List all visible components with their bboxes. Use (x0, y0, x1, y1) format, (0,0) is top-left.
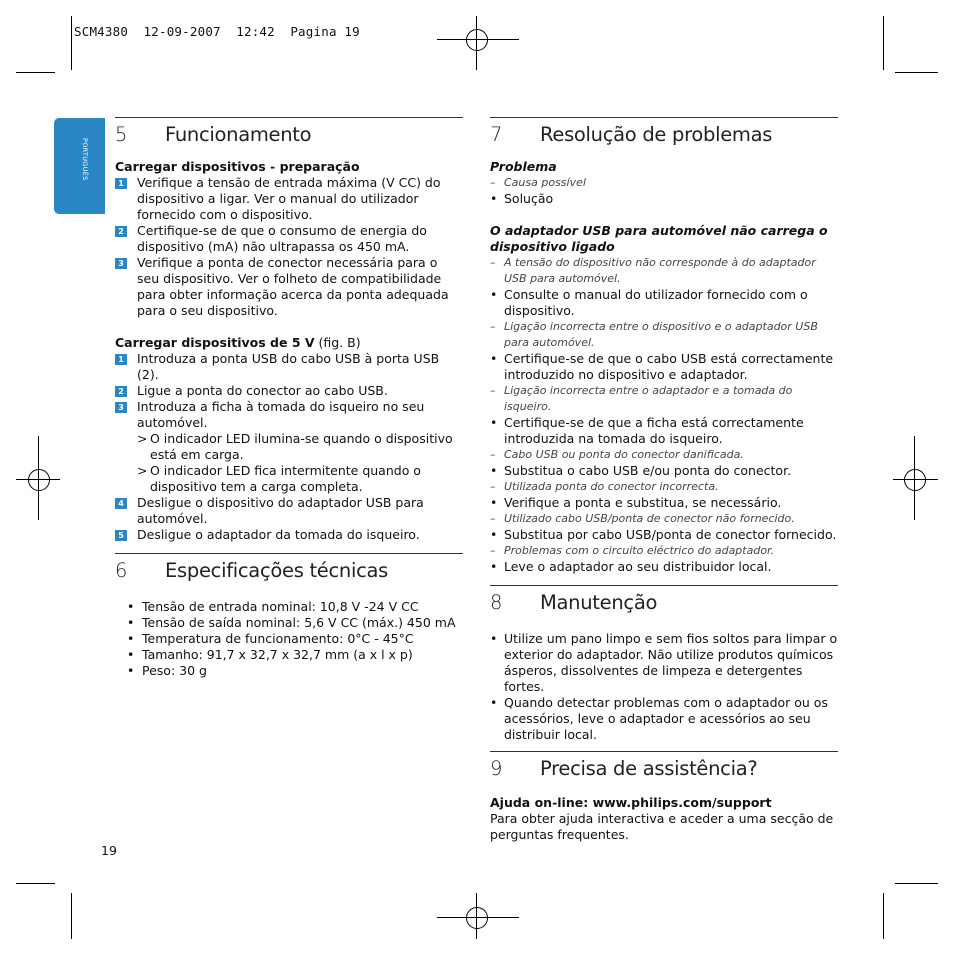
spec-text: Peso: 30 g (142, 663, 207, 678)
possible-cause: – A tensão do dispositivo não corresponde à do adaptador USB para automóvel. (490, 256, 816, 285)
spec-item: • Tensão de entrada nominal: 10,8 V -24 V CC (127, 599, 419, 614)
page-number: 19 (101, 843, 117, 858)
section-5 (115, 117, 463, 543)
solution: • Verifique a ponta e substitua, se necessário. (490, 495, 782, 510)
spec-item: • Tensão de saída nominal: 5,6 V CC (máx.) 450 mA (127, 615, 456, 630)
led-note: > O indicador LED ilumina-se quando o dispositivo está em carga. (137, 431, 453, 462)
section-title: Resolução de problemas (540, 123, 773, 146)
list-item (115, 223, 463, 255)
solution: • Substitua o cabo USB e/ou ponta do conector. (490, 463, 792, 478)
section-9 (490, 751, 838, 843)
solution-text: Certifique-se de que a ficha está correctamente introduzida na tomada do isqueiro. (504, 415, 804, 446)
section-rule (490, 585, 838, 586)
section-rule (490, 117, 838, 118)
step-number: 5 (115, 530, 127, 541)
spec-item: • Peso: 30 g (127, 663, 207, 678)
subheading-preparation: Carregar dispositivos - preparação (115, 159, 360, 174)
legend-solution-text: Solução (504, 191, 554, 206)
note-text: O indicador LED fica intermitente quando o dispositivo tem a carga completa. (150, 463, 421, 494)
step-text: Ligue a ponta do conector ao cabo USB. (137, 383, 388, 398)
section-number: 7 (490, 123, 503, 146)
step-text: Certifique-se de que o consumo de energia do dispositivo (mA) não ultrapassa os 450 mA. (137, 223, 427, 254)
possible-cause: – Ligação incorrecta entre o adaptador e a tomada do isqueiro. (490, 384, 793, 413)
legend-solution: • Solução (490, 191, 554, 206)
section-number: 6 (115, 559, 128, 582)
step-number: 2 (115, 386, 127, 397)
cause-text: Utilizado cabo USB/ponta de conector não fornecido. (504, 512, 795, 525)
section-heading (490, 591, 838, 617)
maintenance-list (490, 631, 838, 743)
maintenance-item: • Quando detectar problemas com o adaptador ou os acessórios, leve o adaptador e acessórios ao seu distribuir local. (490, 695, 828, 742)
solution: • Certifique-se de que o cabo USB está correctamente introduzido no dispositivo e adaptador. (490, 351, 834, 382)
solution-text: Substitua o cabo USB e/ou ponta do conector. (504, 463, 792, 478)
section-rule (115, 553, 463, 554)
section-title: Especificações técnicas (165, 559, 389, 582)
list-item (115, 495, 463, 527)
solution: • Leve o adaptador ao seu distribuidor local. (490, 559, 772, 574)
spec-text: Temperatura de funcionamento: 0°C - 45°C (142, 631, 414, 646)
cause-text: Cabo USB ou ponta do conector danificada. (504, 448, 744, 461)
possible-cause: – Cabo USB ou ponta do conector danificada. (490, 448, 744, 461)
note-text: O indicador LED ilumina-se quando o dispositivo está em carga. (150, 431, 453, 462)
step-text: Introduza a ponta USB do cabo USB à porta USB (2). (137, 351, 440, 382)
section-7 (490, 117, 838, 575)
section-title: Precisa de assistência? (540, 757, 758, 780)
online-help-heading: Ajuda on-line: www.philips.com/support (490, 795, 772, 810)
numbered-list-preparation (115, 175, 463, 319)
subheading-figref: (fig. B) (314, 335, 361, 350)
cause-text: Ligação incorrecta entre o dispositivo e o adaptador USB para automóvel. (504, 320, 818, 349)
step-text: Verifique a tensão de entrada máxima (V CC) do dispositivo a ligar. Ver o manual do utilizador fornecido com o dispositivo. (137, 175, 441, 222)
step-text: Verifique a ponta de conector necessária para o seu dispositivo. Ver o folheto de compatibilidade para obter informação acerca da ponta adequada para o seu dispositivo. (137, 255, 449, 318)
left-column (115, 117, 463, 678)
section-number: 9 (490, 757, 503, 780)
section-number: 5 (115, 123, 128, 146)
solution-text: Certifique-se de que o cabo USB está correctamente introduzido no dispositivo e adaptador. (504, 351, 834, 382)
section-rule (115, 117, 463, 118)
spec-item: • Tamanho: 91,7 x 32,7 x 32,7 mm (a x l x p) (127, 647, 413, 662)
possible-cause: – Utilizado cabo USB/ponta de conector não fornecido. (490, 512, 795, 525)
list-item (115, 351, 463, 383)
list-item (115, 255, 463, 319)
maintenance-text: Utilize um pano limpo e sem fios soltos para limpar o exterior do adaptador. Não utilize produtos químicos ásperos, dissolventes de limpeza e detergentes fortes. (504, 631, 838, 694)
spec-item: • Temperatura de funcionamento: 0°C - 45°C (127, 631, 414, 646)
maintenance-item: • Utilize um pano limpo e sem fios soltos para limpar o exterior do adaptador. Não utilize produtos químicos ásperos, dissolventes de limpeza e detergentes fortes. (490, 631, 838, 694)
step-number: 2 (115, 226, 127, 237)
troubleshooting-list (490, 255, 838, 575)
maintenance-text: Quando detectar problemas com o adaptador ou os acessórios, leve o adaptador e acessórios ao seu distribuir local. (504, 695, 828, 742)
legend-problem: Problema (490, 159, 557, 174)
cause-text: Problemas com o circuito eléctrico do adaptador. (504, 544, 775, 557)
cause-text: Utilizada ponta do conector incorrecta. (504, 480, 719, 493)
section-6 (115, 553, 463, 679)
right-column (490, 117, 838, 842)
section-rule (490, 751, 838, 752)
list-item (115, 399, 463, 431)
possible-cause: – Problemas com o circuito eléctrico do adaptador. (490, 544, 775, 557)
section-heading (490, 757, 838, 783)
solution-text: Consulte o manual do utilizador fornecido com o dispositivo. (504, 287, 808, 318)
list-item (115, 383, 463, 399)
legend-cause: – Causa possível (490, 176, 586, 189)
print-slug: SCM4380 12-09-2007 12:42 Pagina 19 (74, 24, 360, 39)
led-note: > O indicador LED fica intermitente quando o dispositivo tem a carga completa. (137, 463, 421, 494)
solution-text: Verifique a ponta e substitua, se necessário. (504, 495, 782, 510)
language-tab-label: PORTUGUÊS (81, 138, 89, 181)
solution: • Certifique-se de que a ficha está correctamente introduzida na tomada do isqueiro. (490, 415, 804, 446)
possible-cause: – Ligação incorrecta entre o dispositivo e o adaptador USB para automóvel. (490, 320, 818, 349)
subheading-bold: Carregar dispositivos de 5 V (115, 335, 315, 350)
section-8 (490, 585, 838, 743)
solution-text: Leve o adaptador ao seu distribuidor local. (504, 559, 772, 574)
section-title: Manutenção (540, 591, 658, 614)
spec-text: Tensão de entrada nominal: 10,8 V -24 V CC (142, 599, 419, 614)
specifications-list (115, 599, 463, 679)
spec-text: Tamanho: 91,7 x 32,7 x 32,7 mm (a x l x p) (142, 647, 413, 662)
step-text: Desligue o dispositivo do adaptador USB para automóvel. (137, 495, 424, 526)
language-tab (54, 118, 105, 214)
step-number: 4 (115, 498, 127, 509)
solution-text: Substitua por cabo USB/ponta de conector fornecido. (504, 527, 837, 542)
section-heading (115, 559, 463, 585)
section-heading (490, 123, 838, 149)
cause-text: Ligação incorrecta entre o adaptador e a tomada do isqueiro. (504, 384, 793, 413)
step-number: 3 (115, 402, 127, 413)
list-item (115, 527, 463, 543)
cause-text: A tensão do dispositivo não corresponde à do adaptador USB para automóvel. (504, 256, 816, 285)
section-title: Funcionamento (165, 123, 312, 146)
numbered-list-charging (115, 351, 463, 543)
step-number: 1 (115, 178, 127, 189)
problem-heading: O adaptador USB para automóvel não carrega o dispositivo ligado (490, 223, 828, 254)
list-item (115, 175, 463, 223)
step-text: Introduza a ficha à tomada do isqueiro no seu automóvel. (137, 399, 425, 430)
step-number: 3 (115, 258, 127, 269)
solution: • Substitua por cabo USB/ponta de conector fornecido. (490, 527, 837, 542)
subheading-charging (115, 335, 463, 351)
section-heading (115, 123, 463, 149)
possible-cause: – Utilizada ponta do conector incorrecta. (490, 480, 719, 493)
legend-cause-text: Causa possível (504, 176, 586, 189)
online-help-text: Para obter ajuda interactiva e aceder a uma secção de perguntas frequentes. (490, 811, 834, 842)
section-number: 8 (490, 591, 503, 614)
solution: • Consulte o manual do utilizador fornecido com o dispositivo. (490, 287, 808, 318)
step-number: 1 (115, 354, 127, 365)
spec-text: Tensão de saída nominal: 5,6 V CC (máx.) 450 mA (142, 615, 456, 630)
step-text: Desligue o adaptador da tomada do isqueiro. (137, 527, 420, 542)
